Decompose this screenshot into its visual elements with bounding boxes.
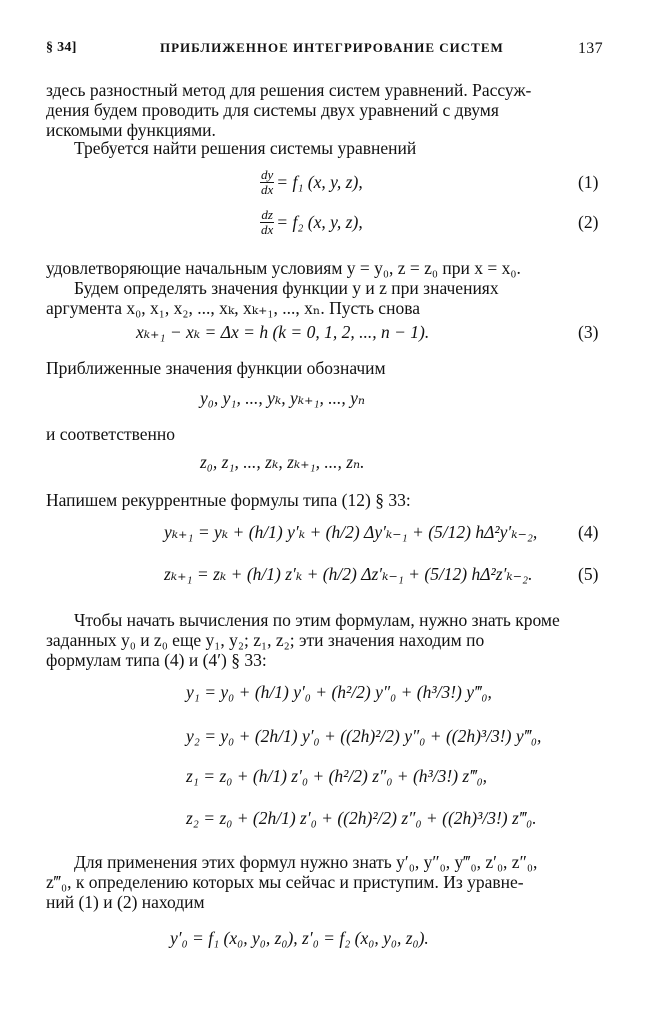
section-ref: § 34] xyxy=(46,40,77,55)
sequence-z: z₀, z₁, ..., zₖ, zₖ₊₁, ..., zₙ. xyxy=(200,452,365,472)
paragraph-intro xyxy=(46,80,606,140)
equation-4 xyxy=(0,512,650,552)
start-formula-y1: y₁ = y₀ + (h/1) y′₀ + (h²/2) y″₀ + (h³/3!) y‴₀, xyxy=(186,681,492,702)
text-line: дения будем проводить для системы двух уравнений с двумя xyxy=(46,100,499,120)
page-number: 137 xyxy=(578,40,603,57)
paragraph-initial-conditions: удовлетворяющие начальным условиям y = y₀, z = z₀ при x = x₀. xyxy=(46,258,521,278)
paragraph-derivatives xyxy=(46,852,606,912)
equation-2-label: (2) xyxy=(578,212,599,232)
fraction-dz-dx: $\frac{dz}{dx}$ xyxy=(261,206,274,237)
equation-derivatives: y′₀ = f₁ (x₀, y₀, z₀), z′₀ = f₂ (x₀, y₀, z₀). xyxy=(170,927,429,948)
fraction-dy-dx: $\frac{dy}{dx}$ xyxy=(261,166,274,197)
equation-2-rhs: = f₂ (x, y, z), xyxy=(276,211,363,232)
text-line: формулам типа (4) и (4′) § 33: xyxy=(46,650,267,670)
paragraph-recurrent: Напишем рекуррентные формулы типа (12) § 33: xyxy=(46,490,411,510)
text-line: искомыми функциями. xyxy=(46,120,216,140)
paragraph-task: Требуется найти решения системы уравнений xyxy=(74,138,417,158)
equation-5-body: zₖ₊₁ = zₖ + (h/1) z′ₖ + (h/2) Δz′ₖ₋₁ + (5/12) hΔ²z′ₖ₋₂. xyxy=(164,563,533,584)
text-line: z‴₀, к определению которых мы сейчас и приступим. Из уравне- xyxy=(46,872,524,892)
start-formula-z1: z₁ = z₀ + (h/1) z′₀ + (h²/2) z″₀ + (h³/3!) z‴₀, xyxy=(186,765,488,786)
start-formula-y2: y₂ = y₀ + (2h/1) y′₀ + ((2h)²/2) y″₀ + ((2h)³/3!) y‴₀, xyxy=(186,725,542,746)
sequence-y: y₀, y₁, ..., yₖ, yₖ₊₁, ..., yₙ xyxy=(200,388,365,408)
equation-4-label: (4) xyxy=(578,522,599,542)
text-line: аргумента x₀, x₁, x₂, ..., xₖ, xₖ₊₁, ..., xₙ. Пусть снова xyxy=(46,298,420,318)
equation-1 xyxy=(0,162,650,202)
paragraph-approx-values: Приближенные значения функции обозначим xyxy=(46,358,386,378)
text-line: ний (1) и (2) находим xyxy=(46,892,205,912)
equation-4-body: yₖ₊₁ = yₖ + (h/1) y′ₖ + (h/2) Δy′ₖ₋₁ + (5/12) hΔ²y′ₖ₋₂, xyxy=(164,521,538,542)
equation-3 xyxy=(0,312,650,352)
text-line: Будем определять значения функции y и z при значениях xyxy=(74,278,499,298)
start-formula-z2: z₂ = z₀ + (2h/1) z′₀ + ((2h)²/2) z″₀ + ((2h)³/3!) z‴₀. xyxy=(186,807,537,828)
equation-1-rhs: = f₁ (x, y, z), xyxy=(276,171,363,192)
equation-1-label: (1) xyxy=(578,172,599,192)
text-line: заданных y₀ и z₀ еще y₁, y₂; z₁, z₂; эти значения находим по xyxy=(46,630,485,650)
paragraph-start-computation xyxy=(46,610,606,670)
running-title: ПРИБЛИЖЕННОЕ ИНТЕГРИРОВАНИЕ СИСТЕМ xyxy=(160,40,504,55)
equation-2 xyxy=(0,202,650,242)
equation-3-label: (3) xyxy=(578,322,599,342)
equation-5 xyxy=(0,554,650,594)
text-line: здесь разностный метод для решения систем уравнений. Рассуж- xyxy=(46,80,532,100)
equation-5-label: (5) xyxy=(578,564,599,584)
paragraph-respectively: и соответственно xyxy=(46,424,176,444)
text-line: Для применения этих формул нужно знать y′₀, y″₀, y‴₀, z′₀, z″₀, xyxy=(74,852,538,872)
text-line: Чтобы начать вычисления по этим формулам, нужно знать кроме xyxy=(74,610,560,630)
equation-3-body: xₖ₊₁ − xₖ = Δx = h (k = 0, 1, 2, ..., n − 1). xyxy=(136,321,430,342)
